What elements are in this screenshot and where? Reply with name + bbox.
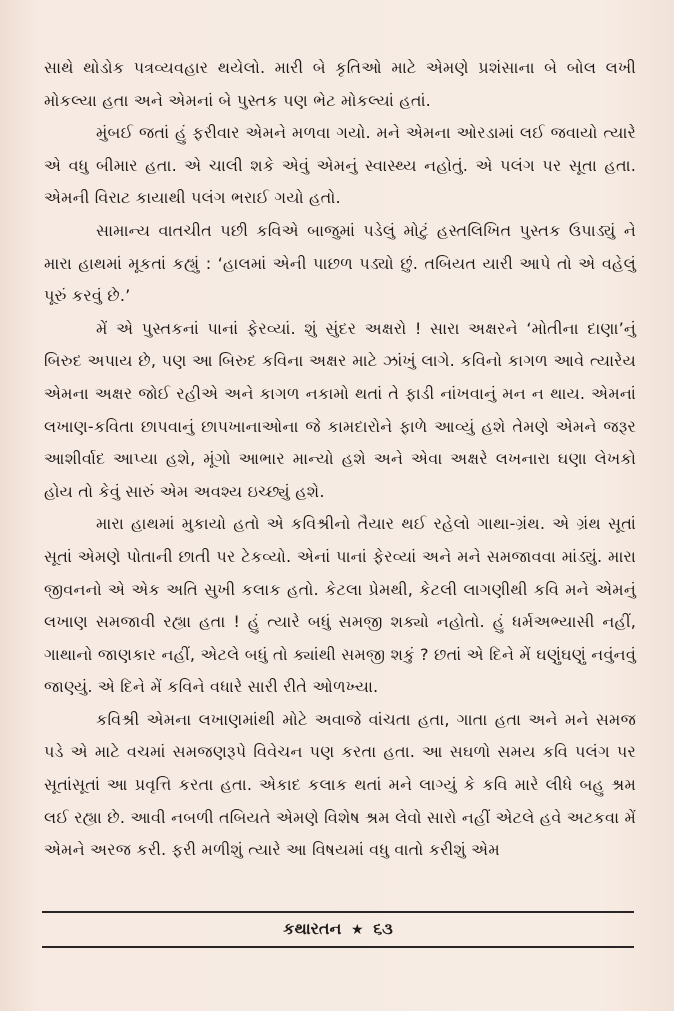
footer-bottom-rule [42,946,634,948]
footer-top-rule [42,911,634,913]
paragraph-continuation: સાથે થોડોક પત્રવ્યવહાર થયેલો. મારી બે કૃતિઓ માટે એમણે પ્રશંસાના બે બોલ લખી મોકલ્યા હતા અને એમનાં બે પુસ્તક પણ ભેટ મોકલ્યાં હતાં. [44,58,636,110]
paragraph-reading-aloud: કવિશ્રી એમના લખાણમાંથી મોટે અવાજે વાંચતા હતા, ગાતા હતા અને મને સમજ પડે એ માટે વચમાં સમજણરૂપે વિવેચન પણ કરતા હતા. આ સઘળો સમય કવિ પલંગ પર સૂતાંસૂતાં આ પ્રવૃત્તિ કરતા હતા. એકાદ કલાક થતાં મને લાગ્યું કે કવિ મારે લીધે બહુ શ્રમ લઈ રહ્યા છે. આવી નબળી તબિયતે એમણે વિશેષ શ્રમ લેવો સારો નહીં એટલે હવે અટકવા મેં એમને અરજ કરી. ફરી મળીશું ત્યારે આ વિષયમાં વધુ વાતો કરીશું એમ [44,709,636,860]
paragraph-handwriting-praise: મેં એ પુસ્તકનાં પાનાં ફેરવ્યાં. શું સુંદર અક્ષરો ! સારા અક્ષરને ‘મોતીના દાણા’નું બિરુદ અપાય છે, પણ આ બિરુદ કવિના અક્ષર માટે ઝાંખું લાગે. કવિનો કાગળ આવે ત્યારેય એમના અક્ષર જોઈ રહીએ અને કાગળ નકામો થતાં તે ફાડી નાંખવાનું મન ન થાય. એમનાં લખાણ-કવિતા છાપવાનું છાપખાનાઓના જે કામદારોને ફાળે આવ્યું હશે તેમણે એમને જરૂર આશીર્વાદ આપ્યા હશે, મૂંગો આભાર માન્યો હશે અને એવા અક્ષરે લખનારા ઘણા લેખકો હોય તો કેવું સારું એમ અવશ્ય ઇચ્છ્યું હશે. [44,318,636,501]
paragraph-gatha-granth: મારા હાથમાં મુકાયો હતો એ કવિશ્રીનો તૈયાર થઈ રહેલો ગાથા-ગ્રંથ. એ ગ્રંથ સૂતાં સૂતાં એમણે પોતાની છાતી પર ટેકવ્યો. એનાં પાનાં ફેરવ્યાં અને મને સમજાવવા માંડ્યું. મારા જીવનનો એ એક અતિ સુખી કલાક હતો. કેટલા પ્રેમથી, કેટલી લાગણીથી કવિ મને એમનું લખાણ સમજાવી રહ્યા હતા ! હું ત્યારે બધું સમજી શક્યો નહોતો. હું ધર્મઅભ્યાસી નહીં, ગાથાનો જાણકાર નહીં, એટલે બધું તો ક્યાંથી સમજી શકું ? છતાં એ દિને મેં ઘણુંઘણું નવુંનવું જાણ્યું. એ દિને મેં કવિને વધારે સારી રીતે ઓળખ્યા. [44,514,636,697]
paragraph-handwritten-book: સામાન્ય વાતચીત પછી કવિએ બાજુમાં પડેલું મોટું હસ્તલિખિત પુસ્તક ઉપાડ્યું ને મારા હાથમાં મૂકતાં કહ્યું : ‘હાલમાં એની પાછળ પડ્યો છું. તબિયત યારી આપે તો એ વહેલું પૂરું કરવું છે.’ [44,220,636,306]
footer-book-title: કથારતન [283,919,342,938]
page-number: ૬૩ [373,919,393,938]
page-footer [42,914,634,944]
paragraph-mumbai-visit: મુંબઈ જતાં હું ફરીવાર એમને મળવા ગયો. મને એમના ઓરડામાં લઈ જવાયો ત્યારે એ વધુ બીમાર હતા. એ ચાલી શકે એવું એમનું સ્વાસ્થ્ય નહોતું. એ પલંગ પર સૂતા હતા. એમની વિરાટ કાયાથી પલંગ ભરાઈ ગયો હતો. [44,123,636,208]
star-icon: ★ [351,922,364,938]
body-text [44,52,636,867]
